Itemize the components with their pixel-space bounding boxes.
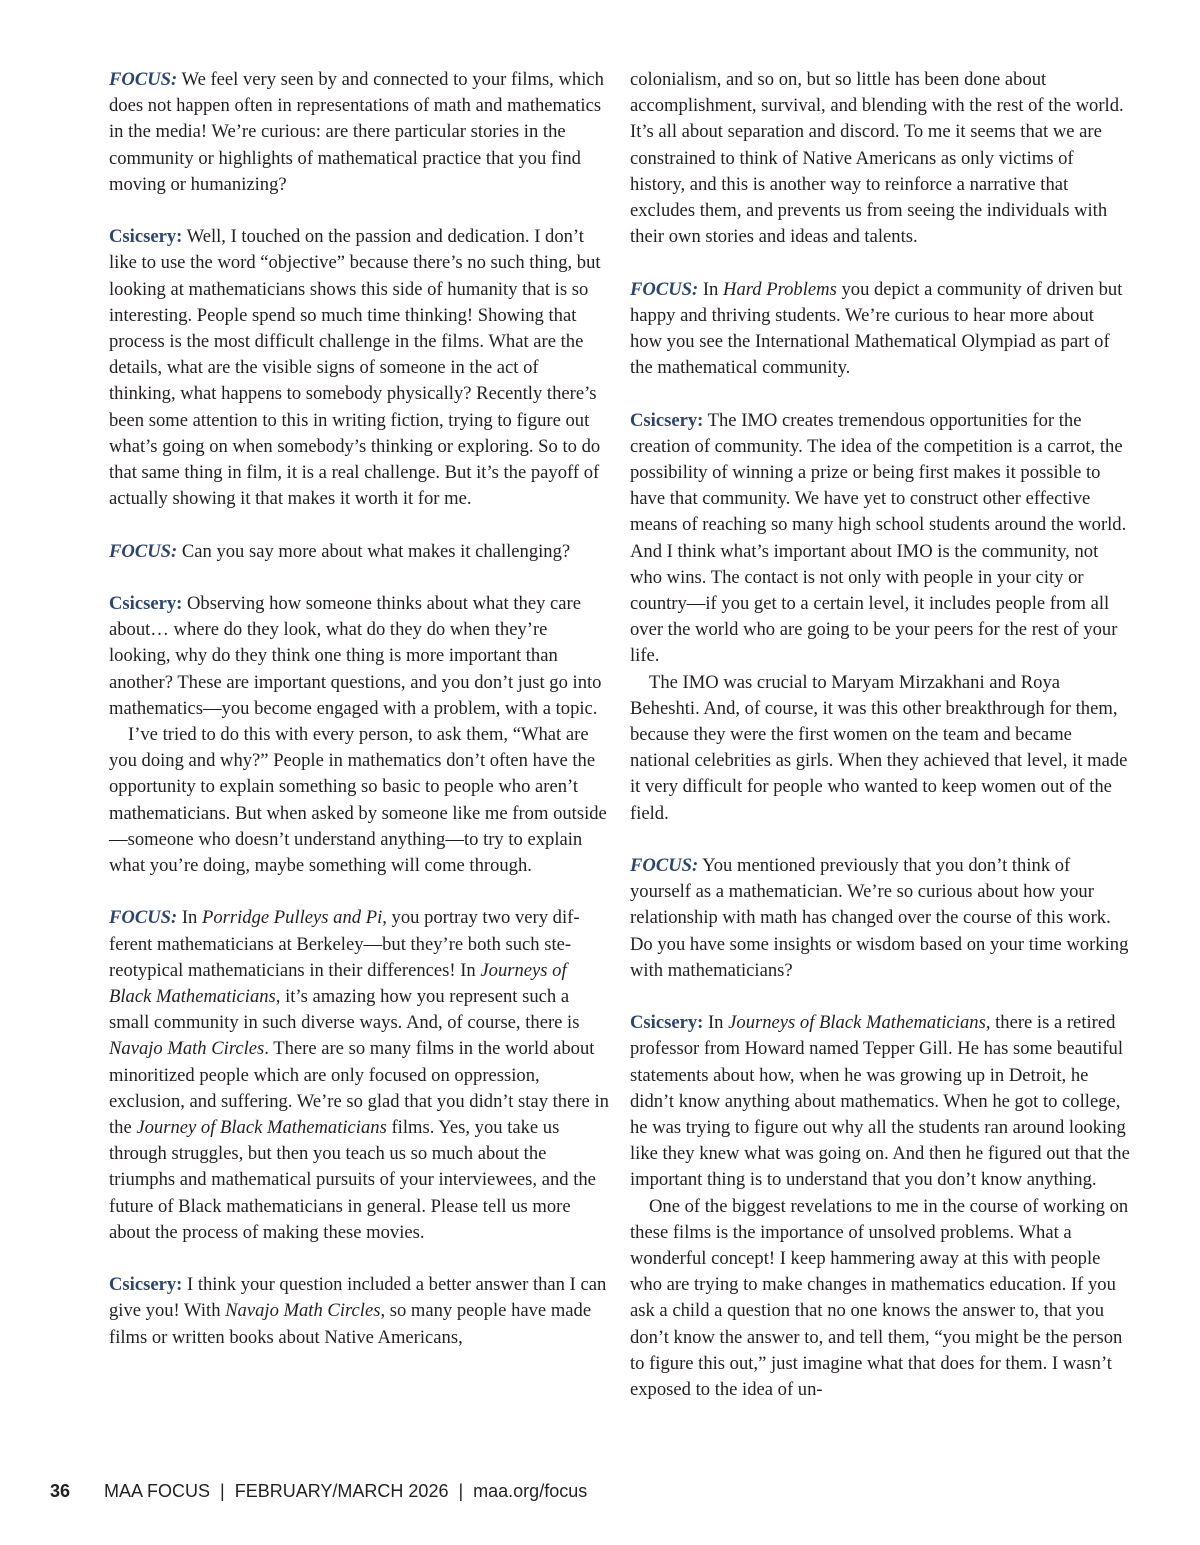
film-title: Journeys of Black Mathematicians xyxy=(728,1012,986,1034)
question-text: Can you say more about what makes it challenging? xyxy=(181,540,571,562)
question-text: We feel very seen by and connected to your films, which does not happen often in representations of math and mathematics in the media! We’re curious: are there particular stories in the community or highlights of mathematical practice that you find moving or humanizing? xyxy=(109,69,604,195)
answer-paragraph: I’ve tried to do this with every person, to ask them, “What are you doing and why?” People in mathematics don’t often have the opportunity to explain something so basic to people who aren’t mathematicians. But when asked by someone like me from outside—someone who doesn’t understand anything—to try to explain what you’re doing, maybe something will come through. xyxy=(109,724,607,877)
page-footer xyxy=(50,1481,587,1502)
question-text: You mentioned previously that you don’t think of yourself as a mathematician. We’re so curious about how your relationship with math has changed over the course of this work. Do you have some insights or wisdom based on your time working with mathematicians? xyxy=(630,855,1129,981)
speaker-focus: FOCUS: xyxy=(109,907,178,929)
answer-paragraph: One of the biggest revelations to me in the course of working on these films is the importance of unsolved problems. What a wonderful concept! I keep hammering away at this with people who are trying to make changes in mathematics education. If you ask a child a question that no one knows the answer to, that you don’t know the answer to, and tell them, “you might be the person to figure this out,” just imagine what that does for them. I wasn’t exposed to the idea of un- xyxy=(630,1195,1129,1401)
film-title: Journeys of Black Mathematicians xyxy=(109,959,567,1008)
csicsery-answer xyxy=(630,1010,1130,1193)
csicsery-answer xyxy=(109,224,609,512)
speaker-focus: FOCUS: xyxy=(109,540,178,562)
left-column xyxy=(109,67,609,1351)
question-text: you depict a community of driven but happy and thriving students. We’re curious to hear more about how you see the International Mathematical Olympiad as part of the mathematical community. xyxy=(630,278,1123,379)
speaker-csicsery: Csicsery: xyxy=(109,1274,183,1296)
question-text: In xyxy=(702,278,719,300)
speaker-csicsery: Csicsery: xyxy=(630,409,704,431)
question-text: , it’s amazing how you represent such a small community in such diverse ways. And, of course, there is xyxy=(109,986,580,1034)
answer-paragraph: colonialism, and so on, but so little has been done about accomplishment, survival, and blending with the rest of the world. It’s all about separation and discord. To me it seems that we are constrained to think of Native Americans as only victims of history, and this is another way to reinforce a narrative that excludes them, and prevents us from seeing the individuals with their own stories and ideas and talents. xyxy=(630,69,1124,248)
issue-date: FEBRUARY/MARCH 2026 xyxy=(234,1481,449,1501)
question-text: . There are so many films in the world about minoritized people which are only focused on oppression, exclusion, and suffering. We’re so glad that you didn’t stay there in the xyxy=(109,1038,609,1139)
focus-question xyxy=(109,67,609,198)
film-title: Porridge Pulleys and Pi xyxy=(202,907,383,929)
question-text: films. Yes, you take us through struggles, but then you teach us so much about the triumphs and mathematical pursuits of your interviewees, and the future of Black mathematicians in general. Please tell us more about the process of making these movies. xyxy=(109,1117,596,1243)
focus-question xyxy=(109,905,609,1246)
answer-text: Well, I touched on the passion and dedication. I don’t like to use the word “objective” because there’s no such thing, but looking at mathematicians shows this side of humanity that is so interesting. People spend so much time thinking! Showing that process is the most difficult challenge in the films. What are the details, what are the visible signs of someone in the act of thinking, what happens to somebody physically? Recently there’s been some attention to this in writing fiction, trying to figure out what’s going on when somebody’s thinking or exploring. So to do that same thing in film, it is a real challenge. But it’s the payoff of actually showing it that makes it worth it for me. xyxy=(109,226,601,510)
speaker-csicsery: Csicsery: xyxy=(109,226,183,248)
speaker-csicsery: Csicsery: xyxy=(109,593,183,615)
speaker-focus: FOCUS: xyxy=(630,278,699,300)
film-title: Navajo Math Circles xyxy=(109,1038,265,1060)
speaker-focus: FOCUS: xyxy=(109,69,178,90)
right-column xyxy=(630,67,1130,1403)
csicsery-answer xyxy=(630,408,1130,670)
answer-text: I think your question included a better answer than I can give you! With xyxy=(109,1274,607,1322)
focus-question xyxy=(630,277,1130,382)
answer-text: Observing how someone thinks about what they care about… where do they look, what do they do when they’re looking, why do they think one thing is more important than another? These are important questions, and you don’t just go into mathematics—you become engaged with a problem, with a topic. xyxy=(109,593,602,719)
speaker-csicsery: Csicsery: xyxy=(630,1012,704,1034)
answer-text: , there is a retired professor from Howard named Tepper Gill. He has some beautiful statements about how, when he was growing up in Detroit, he didn’t know anything about mathematics. When he got to college, he was trying to figure out why all the students ran around looking like they knew what was going on. And then he figured out that the important thing is to understand that you don’t know anything. xyxy=(630,1012,1130,1191)
magazine-name: MAA FOCUS xyxy=(104,1481,211,1501)
focus-question xyxy=(630,853,1130,984)
footer-separator: | xyxy=(220,1481,225,1501)
answer-text: , so many people have made films or written books about Native Americans, xyxy=(109,1300,592,1348)
answer-text: In xyxy=(707,1012,724,1034)
film-title: Navajo Math Circles xyxy=(225,1300,381,1322)
film-title: Hard Problems xyxy=(723,278,837,300)
focus-question xyxy=(109,539,609,565)
answer-paragraph: The IMO was crucial to Maryam Mirzakhani and Roya Beheshti. And, of course, it was this other breakthrough for them, because they were the first women on the team and became national celebrities as girls. When they achieved that level, it made it very difficult for people who wanted to keep women out of the field. xyxy=(630,671,1128,824)
question-text: In xyxy=(181,907,198,929)
film-title: Journey of Black Mathematicians xyxy=(136,1117,387,1139)
speaker-focus: FOCUS: xyxy=(630,855,699,877)
csicsery-answer xyxy=(109,591,609,722)
footer-url[interactable]: maa.org/focus xyxy=(473,1481,588,1501)
answer-text: The IMO creates tremendous opportunities for the creation of community. The idea of the competition is a carrot, the possibility of winning a prize or being first makes it possible to have that community. We have yet to construct other effective means of reaching so many high school students around the world. And I think what’s important about IMO is the community, not who wins. The contact is not only with people in your city or country—if you get to a certain level, it includes people from all over the world who are going to be your peers for the rest of your life. xyxy=(630,409,1127,667)
footer-separator: | xyxy=(458,1481,464,1501)
page-number: 36 xyxy=(50,1481,71,1501)
question-text: , you portray two very different mathematicians at Berkeley—but they’re both such stereotypical mathematicians in their differences! In xyxy=(109,907,580,981)
csicsery-answer xyxy=(109,1272,609,1351)
